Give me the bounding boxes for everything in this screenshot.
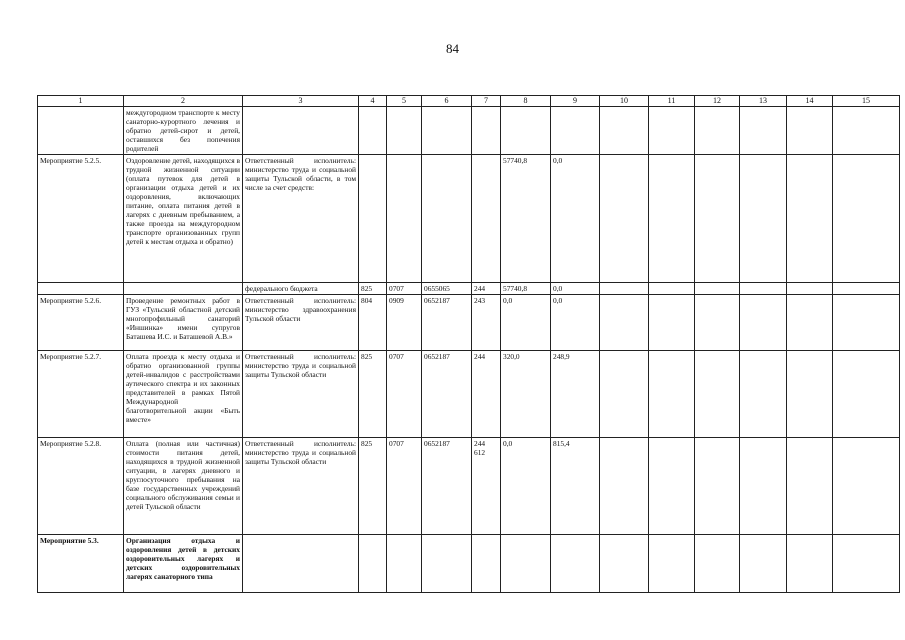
empty-cell	[649, 535, 695, 593]
empty-cell	[695, 351, 740, 438]
column-header: 8	[501, 96, 551, 107]
cell-col-8: 57740,8	[501, 283, 551, 295]
empty-cell	[787, 107, 833, 155]
empty-cell	[740, 295, 787, 351]
table-row	[38, 155, 900, 283]
cell-col-7: 244	[472, 283, 501, 295]
cell-col-9	[551, 107, 600, 155]
cell-col-5: 0909	[387, 295, 422, 351]
cell-col-2: Оплата (полная или частичная) стоимости питания детей, находящихся в трудной жизненной ситуации, в лагерях дневного и круглосуточного пребывания на базе государственных учреждений социального обслуживания семьи и детей Тульской области	[124, 438, 243, 535]
cell-col-6: 0652187	[422, 438, 472, 535]
cell-col-2: Оздоровление детей, находящихся в трудной жизненной ситуации (оплата путевок для детей в организации отдыха детей и их оздоровления, включающих питание, оплата питания детей в лагерях с дневным пребыванием, а также проезда на междугородном транспорте организованных групп детей к местам отдыха и обратно)	[124, 155, 243, 283]
table-row	[38, 107, 900, 155]
column-header: 12	[695, 96, 740, 107]
cell-col-8	[501, 107, 551, 155]
cell-col-9	[551, 535, 600, 593]
column-header: 9	[551, 96, 600, 107]
empty-cell	[649, 107, 695, 155]
cell-col-1: Мероприятие 5.2.7.	[38, 351, 124, 438]
table-row	[38, 438, 900, 535]
empty-cell	[600, 283, 649, 295]
empty-cell	[600, 351, 649, 438]
cell-col-6: 0655065	[422, 283, 472, 295]
cell-col-4	[359, 107, 387, 155]
empty-cell	[600, 107, 649, 155]
empty-cell	[787, 295, 833, 351]
cell-col-8: 0,0	[501, 295, 551, 351]
empty-cell	[600, 438, 649, 535]
empty-cell	[740, 283, 787, 295]
empty-cell	[833, 107, 900, 155]
empty-cell	[787, 351, 833, 438]
cell-col-1: Мероприятие 5.2.5.	[38, 155, 124, 283]
cell-col-6	[422, 535, 472, 593]
empty-cell	[649, 438, 695, 535]
column-header: 4	[359, 96, 387, 107]
empty-cell	[600, 155, 649, 283]
empty-cell	[787, 155, 833, 283]
column-header: 5	[387, 96, 422, 107]
empty-cell	[833, 295, 900, 351]
empty-cell	[649, 295, 695, 351]
cell-col-3	[243, 535, 359, 593]
empty-cell	[695, 535, 740, 593]
cell-col-5	[387, 155, 422, 283]
empty-cell	[649, 351, 695, 438]
column-header: 10	[600, 96, 649, 107]
cell-col-3: Ответственный исполнитель: министерство здравоохранения Тульской области	[243, 295, 359, 351]
page-number: 84	[446, 41, 459, 56]
table-row	[38, 351, 900, 438]
column-header: 6	[422, 96, 472, 107]
cell-col-9: 0,0	[551, 283, 600, 295]
empty-cell	[833, 155, 900, 283]
empty-cell	[600, 295, 649, 351]
cell-col-1: Мероприятие 5.2.6.	[38, 295, 124, 351]
table-row	[38, 535, 900, 593]
cell-col-5: 0707	[387, 438, 422, 535]
header-row	[38, 96, 900, 107]
cell-col-2: Проведение ремонтных работ в ГУЗ «Тульский областной детский многопрофильный санаторий «Иншинка» имени супругов Баташева И.С. и Баташевой А.В.»	[124, 295, 243, 351]
empty-cell	[833, 283, 900, 295]
empty-cell	[740, 107, 787, 155]
cell-col-8	[501, 535, 551, 593]
cell-col-7	[472, 155, 501, 283]
cell-col-3: федерального бюджета	[243, 283, 359, 295]
cell-col-6: 0652187	[422, 351, 472, 438]
empty-cell	[695, 283, 740, 295]
empty-cell	[740, 155, 787, 283]
empty-cell	[787, 438, 833, 535]
column-header: 3	[243, 96, 359, 107]
cell-col-2	[124, 283, 243, 295]
empty-cell	[833, 351, 900, 438]
cell-col-7	[472, 535, 501, 593]
empty-cell	[695, 155, 740, 283]
cell-col-8: 320,0	[501, 351, 551, 438]
cell-col-3: Ответственный исполнитель: министерство труда и социальной защиты Тульской области	[243, 438, 359, 535]
column-header: 15	[833, 96, 900, 107]
cell-col-2: Организация отдыха и оздоровления детей в детских оздоровительных лагерях и детских оздоровительных лагерях санаторного типа	[124, 535, 243, 593]
cell-col-6	[422, 107, 472, 155]
cell-col-3: Ответственный исполнитель: министерство труда и социальной защиты Тульской области, в том числе за счет средств:	[243, 155, 359, 283]
cell-col-4: 825	[359, 283, 387, 295]
empty-cell	[787, 535, 833, 593]
empty-cell	[695, 295, 740, 351]
cell-col-2: междугородном транспорте к месту санаторно-курортного лечения и обратно детей-сирот и детей, оставшихся без попечения родителей	[124, 107, 243, 155]
cell-col-9: 0,0	[551, 295, 600, 351]
empty-cell	[649, 155, 695, 283]
cell-col-5: 0707	[387, 351, 422, 438]
column-header: 7	[472, 96, 501, 107]
cell-col-1: Мероприятие 5.3.	[38, 535, 124, 593]
cell-col-9: 815,4	[551, 438, 600, 535]
budget-table	[37, 95, 900, 593]
cell-col-6: 0652187	[422, 295, 472, 351]
cell-col-5	[387, 107, 422, 155]
empty-cell	[600, 535, 649, 593]
cell-col-7: 244 612	[472, 438, 501, 535]
empty-cell	[695, 107, 740, 155]
table-row	[38, 295, 900, 351]
cell-col-1	[38, 107, 124, 155]
cell-col-4	[359, 155, 387, 283]
empty-cell	[740, 535, 787, 593]
cell-col-6	[422, 155, 472, 283]
cell-col-9: 248,9	[551, 351, 600, 438]
cell-col-4: 804	[359, 295, 387, 351]
empty-cell	[740, 351, 787, 438]
column-header: 14	[787, 96, 833, 107]
cell-col-9: 0,0	[551, 155, 600, 283]
cell-col-4	[359, 535, 387, 593]
cell-col-3: Ответственный исполнитель: министерство труда и социальной защиты Тульской области	[243, 351, 359, 438]
cell-col-3	[243, 107, 359, 155]
column-header: 11	[649, 96, 695, 107]
cell-col-8: 0,0	[501, 438, 551, 535]
empty-cell	[787, 283, 833, 295]
column-header: 13	[740, 96, 787, 107]
column-header: 1	[38, 96, 124, 107]
empty-cell	[649, 283, 695, 295]
cell-col-5	[387, 535, 422, 593]
empty-cell	[833, 438, 900, 535]
cell-col-5: 0707	[387, 283, 422, 295]
cell-col-7	[472, 107, 501, 155]
cell-col-2: Оплата проезда к месту отдыха и обратно организованной группы детей-инвалидов с расстройствами аутического спектра и их законных представителей в рамках Пятой Международной благотворительной акции «Быть вместе»	[124, 351, 243, 438]
cell-col-8: 57740,8	[501, 155, 551, 283]
cell-col-1	[38, 283, 124, 295]
empty-cell	[695, 438, 740, 535]
empty-cell	[740, 438, 787, 535]
cell-col-4: 825	[359, 438, 387, 535]
empty-cell	[833, 535, 900, 593]
cell-col-7: 244	[472, 351, 501, 438]
cell-col-7: 243	[472, 295, 501, 351]
cell-col-4: 825	[359, 351, 387, 438]
column-header: 2	[124, 96, 243, 107]
cell-col-1: Мероприятие 5.2.8.	[38, 438, 124, 535]
table-row	[38, 283, 900, 295]
